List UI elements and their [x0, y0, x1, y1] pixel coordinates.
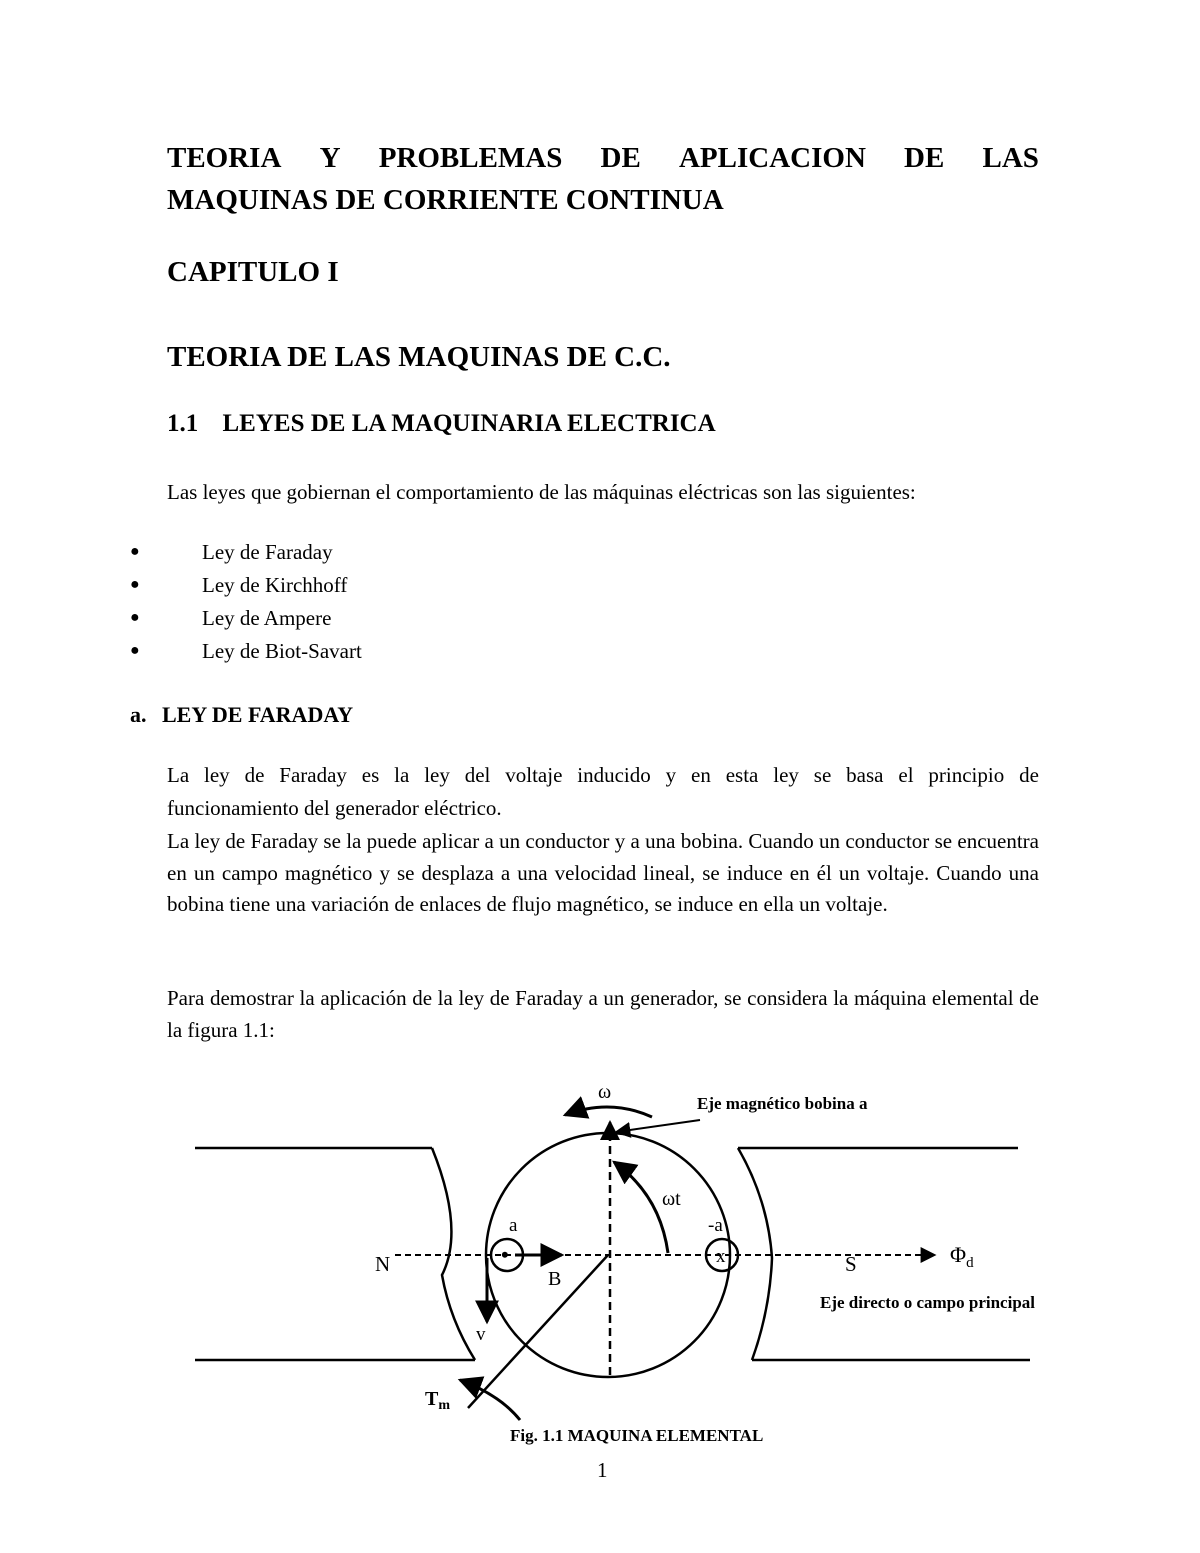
paragraph-1-line-1 [167, 763, 1039, 788]
word: en [691, 763, 711, 787]
axis-label-pointer [616, 1120, 700, 1132]
word: ley [204, 763, 230, 787]
north-label: N [375, 1252, 391, 1276]
torque-symbol: T [425, 1388, 439, 1410]
title-word: APLICACION [678, 142, 866, 174]
field-b-label: B [548, 1268, 562, 1290]
south-label: S [845, 1252, 857, 1276]
word: de [1019, 763, 1039, 787]
velocity-label: v [476, 1324, 486, 1345]
word: es [361, 763, 380, 787]
paragraph-2: La ley de Faraday se la puede aplicar a un conductor y a una bobina. Cuando un conductor se encuentra en un campo magnético y se desplaza a una velocidad lineal, se induce en él un voltaje. Cuando una bobina tiene una variación de enlaces de flujo magnético, se induce en ella un voltaje. [167, 829, 1039, 916]
direct-axis-label: Eje directo o campo principal [820, 1293, 1035, 1312]
title-line-1 [167, 142, 1039, 175]
title-line-2: MAQUINAS DE CORRIENTE CONTINUA [167, 184, 724, 216]
word: principio [928, 763, 1005, 787]
word: de [244, 763, 265, 787]
section-heading [167, 410, 716, 438]
coil-a-label: a [509, 1215, 518, 1236]
phi-subscript: d [966, 1255, 974, 1271]
word: y [665, 763, 677, 787]
chapter-heading: CAPITULO I [167, 256, 339, 288]
paragraph-1-line-2: funcionamiento del generador eléctrico. [167, 796, 502, 820]
subsection-heading [130, 702, 353, 728]
torque-label [425, 1388, 450, 1413]
bullet-icon: ● [130, 642, 140, 659]
title-word: TEORIA [167, 142, 282, 174]
word: Faraday [279, 763, 347, 787]
figure-elemental-machine [0, 1070, 1200, 1450]
title-word: LAS [982, 142, 1039, 174]
title-word: DE [904, 142, 945, 174]
title-word: PROBLEMAS [378, 142, 563, 174]
coil-neg-a-x: x [716, 1246, 726, 1267]
word: la [394, 763, 410, 787]
word: esta [725, 763, 759, 787]
subsection-letter: a. [130, 702, 147, 727]
chapter-title: TEORIA DE LAS MAQUINAS DE C.C. [167, 341, 671, 373]
list-item: Ley de Kirchhoff [202, 573, 348, 597]
magnetic-axis-label: Eje magnético bobina a [697, 1094, 868, 1113]
word: del [464, 763, 491, 787]
bullet-icon: ● [130, 576, 140, 593]
page-number: 1 [597, 1458, 608, 1482]
angle-arc [614, 1162, 668, 1253]
word: ley [424, 763, 450, 787]
list-item: Ley de Faraday [202, 540, 333, 564]
section-title: LEYES DE LA MAQUINARIA ELECTRICA [222, 410, 716, 437]
title-word: DE [600, 142, 641, 174]
bullet-icon: ● [130, 609, 140, 626]
rotation-arrow [565, 1107, 652, 1117]
word: ley [773, 763, 799, 787]
subsection-title: LEY DE FARADAY [162, 702, 354, 727]
word: basa [846, 763, 884, 787]
south-pole-shape [738, 1148, 1030, 1360]
title-word: Y [319, 142, 341, 174]
list-item: Ley de Biot-Savart [202, 639, 362, 663]
omega-label: ω [598, 1081, 612, 1103]
word: voltaje [505, 763, 563, 787]
phi-d-label [950, 1242, 974, 1271]
phi-symbol: Φ [950, 1242, 967, 1267]
word: La [167, 763, 190, 787]
coil-neg-a-label: -a [708, 1215, 723, 1236]
intro-paragraph: Las leyes que gobiernan el comportamiento de las máquinas eléctricas son las siguientes: [167, 480, 916, 504]
list-item: Ley de Ampere [202, 606, 332, 630]
omega-t-label: ωt [662, 1188, 681, 1210]
word: el [898, 763, 914, 787]
torque-arrow [460, 1380, 520, 1420]
word: se [813, 763, 832, 787]
figure-caption: Fig. 1.1 MAQUINA ELEMENTAL [510, 1426, 764, 1445]
paragraph-3: Para demostrar la aplicación de la ley de Faraday a un generador, se considera la máquina elemental de la figura 1.1: [167, 986, 1039, 1042]
section-number: 1.1 [167, 410, 199, 437]
bullet-icon: ● [130, 543, 140, 560]
north-pole-shape [195, 1148, 475, 1360]
coil-a-dot: • [501, 1242, 509, 1267]
word: inducido [577, 763, 651, 787]
torque-subscript: m [438, 1398, 451, 1413]
